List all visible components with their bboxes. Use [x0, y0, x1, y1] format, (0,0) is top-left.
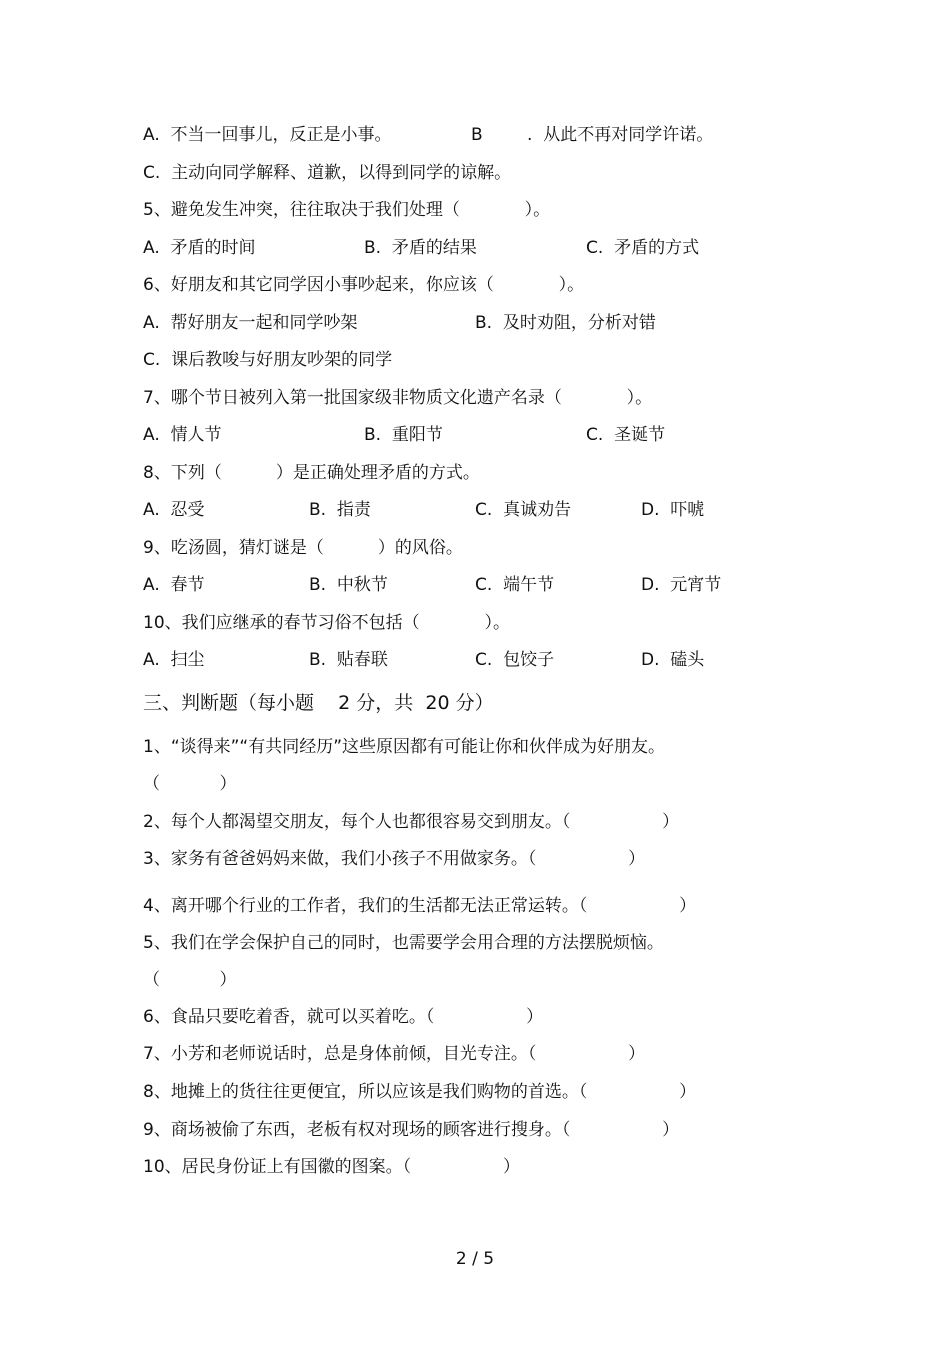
q8-option-b: B. 指责	[309, 500, 371, 520]
q5-option-b: B. 矛盾的结果	[364, 238, 477, 258]
page-number: 2 / 5	[455, 1249, 495, 1269]
judge-item-9: 9、商场被偷了东西，老板有权对现场的顾客进行搜身。（ ）	[143, 1120, 680, 1140]
q9-stem: 9、吃汤圆，猜灯谜是（ ）的风俗。	[143, 538, 463, 558]
section-3-title: 三、判断题（每小题 2 分，共 20 分）	[143, 692, 494, 714]
judge-item-2: 2、每个人都渴望交朋友，每个人也都很容易交到朋友。（ ）	[143, 812, 680, 832]
judge-item-7: 7、小芳和老师说话时，总是身体前倾，目光专注。（ ）	[143, 1044, 646, 1064]
q6-option-a: A. 帮好朋友一起和同学吵架	[143, 313, 358, 333]
q6-option-c: C. 课后教唆与好朋友吵架的同学	[143, 350, 393, 370]
q9-option-a: A. 春节	[143, 575, 205, 595]
q9-option-d: D. 元宵节	[641, 575, 722, 595]
q7-option-a: A. 情人节	[143, 425, 222, 445]
q8-option-a: A. 忍受	[143, 500, 205, 520]
judge-item-6: 6、食品只要吃着香，就可以买着吃。（ ）	[143, 1007, 544, 1027]
judge-item-10: 10、居民身份证上有国徽的图案。（ ）	[143, 1157, 520, 1177]
judge-item-1: 1、“谈得来”“有共同经历”这些原因都有可能让你和伙伴成为好朋友。	[143, 737, 666, 757]
q8-option-c: C. 真诚劝告	[475, 500, 572, 520]
q7-option-b: B. 重阳节	[364, 425, 443, 445]
q10-option-d: D. 磕头	[641, 650, 705, 670]
q8-stem: 8、下列（ ）是正确处理矛盾的方式。	[143, 463, 480, 483]
q7-option-c: C. 圣诞节	[586, 425, 666, 445]
q4-option-a: A. 不当一回事儿，反正是小事。	[143, 125, 392, 145]
q5-option-a: A. 矛盾的时间	[143, 238, 256, 258]
q6-option-b: B. 及时劝阻，分析对错	[475, 313, 656, 333]
q5-option-c: C. 矛盾的方式	[586, 238, 700, 258]
q4-option-c: C. 主动向同学解释、道歉，以得到同学的谅解。	[143, 163, 512, 183]
judge-item-5-paren: （ ）	[143, 970, 237, 990]
judge-item-4: 4、离开哪个行业的工作者，我们的生活都无法正常运转。（ ）	[143, 896, 697, 916]
q5-stem: 5、避免发生冲突，往往取决于我们处理（ ）。	[143, 200, 551, 220]
q10-stem: 10、我们应继承的春节习俗不包括（ ）。	[143, 613, 510, 633]
q4-option-b-letter: B	[471, 125, 483, 145]
q9-option-c: C. 端午节	[475, 575, 555, 595]
q9-option-b: B. 中秋节	[309, 575, 388, 595]
judge-item-1-paren: （ ）	[143, 774, 237, 794]
judge-item-3: 3、家务有爸爸妈妈来做，我们小孩子不用做家务。（ ）	[143, 849, 646, 869]
q10-option-b: B. 贴春联	[309, 650, 388, 670]
q10-option-a: A. 扫尘	[143, 650, 205, 670]
judge-item-8: 8、地摊上的货往往更便宜，所以应该是我们购物的首选。（ ）	[143, 1082, 697, 1102]
q6-stem: 6、好朋友和其它同学因小事吵起来，你应该（ ）。	[143, 275, 585, 295]
q10-option-c: C. 包饺子	[475, 650, 555, 670]
q7-stem: 7、哪个节日被列入第一批国家级非物质文化遗产名录（ ）。	[143, 388, 653, 408]
q4-option-b-text: . 从此不再对同学许诺。	[527, 125, 714, 145]
q8-option-d: D. 吓唬	[641, 500, 705, 520]
judge-item-5: 5、我们在学会保护自己的同时，也需要学会用合理的方法摆脱烦恼。	[143, 933, 664, 953]
